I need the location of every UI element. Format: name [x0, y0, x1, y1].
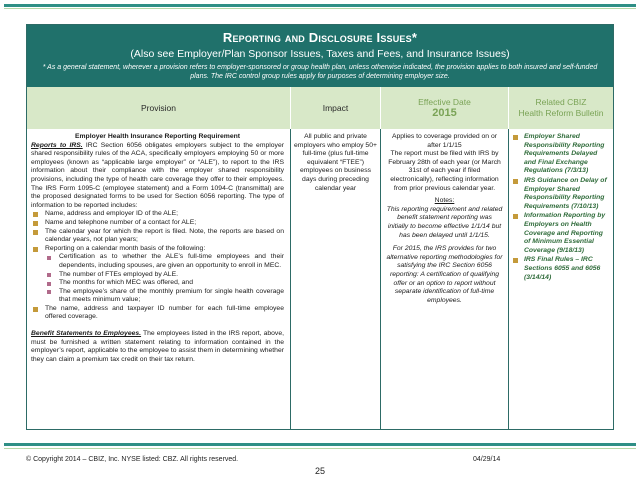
provision-cell	[27, 129, 290, 429]
page-subtitle: (Also see Employer/Plan Sponsor Issues, Taxes and Fees, and Insurance Issues)	[130, 48, 510, 60]
column-header-effective-date-year: 2015	[432, 107, 457, 119]
benefit-statements-text: The employees listed in the IRS report, above, must be furnished a written statement relating to information contained in the employer’s report, applicable to the employee to assist them in determining whether they can claim a premium tax credit on their tax return.	[31, 330, 284, 363]
bottom-rule-thick	[4, 443, 636, 446]
impact-text: All public and private employers who employ 50+ full-time (plus full-time equivalent “FTEE”) employees on business days during preceding calendar year	[294, 133, 377, 192]
column-header-impact: Impact	[290, 87, 380, 129]
effective-date-cell	[380, 129, 508, 429]
effective-date-applies: Applies to coverage provided on or after 1/1/15	[391, 133, 498, 149]
effective-date-filing: The report must be filed with IRS by February 28th of each year (or March 31st of each year if filed electronically), reflecting information from prior previous calendar year.	[388, 150, 501, 192]
page-number: 25	[314, 466, 325, 476]
impact-cell	[290, 129, 380, 429]
bulletin-link[interactable]: Employer Shared Responsibility Reporting Requirements Delayed and Final Exchange Regulations (7/3/13)	[512, 133, 610, 176]
list-item: The name, address and taxpayer ID number for each full-time employee offered coverage.	[31, 305, 284, 322]
top-rule-thin	[4, 8, 636, 9]
list-item: Reporting on a calendar month basis of the following:	[31, 245, 284, 254]
column-header-provision: Provision	[27, 87, 290, 129]
top-rule-thick	[4, 4, 636, 7]
column-header-effective-date-label: Effective Date	[418, 97, 471, 107]
benefit-statements-heading: Benefit Statements to Employees.	[31, 330, 142, 338]
provision-paragraph-statements	[31, 330, 284, 364]
bulletin-link[interactable]: IRS Guidance on Delay of Employer Shared Responsibility Reporting Requirements (7/10/13)	[512, 177, 610, 211]
bulletin-link[interactable]: Information Reporting by Employers on Health Coverage and Reporting of Minimum Essential Coverage (9/18/13)	[512, 212, 610, 255]
footer-copyright: © Copyright 2014 – CBIZ, Inc. NYSE listed: CBZ. All rights reserved.	[26, 456, 239, 463]
bulletin-link[interactable]: IRS Final Rules – IRC Sections 6055 and 6056 (3/14/14)	[512, 256, 610, 282]
provision-paragraph-reports	[31, 142, 284, 211]
page-title: Reporting and Disclosure Issues*	[222, 30, 418, 45]
notes-heading: Notes:	[434, 197, 455, 205]
reporting-items-list	[31, 210, 284, 253]
sub-list-item: The months for which MEC was offered, and	[31, 279, 284, 288]
reports-to-irs-heading: Reports to IRS.	[31, 141, 83, 149]
list-item: The calendar year for which the report is filed. Note, the reports are based on calendar years, not plan years;	[31, 228, 284, 245]
list-item: Name, address and employer ID of the ALE;	[31, 210, 284, 219]
related-bulletins-list	[512, 133, 610, 282]
sub-list-item: The number of FTEs employed by ALE.	[31, 271, 284, 280]
related-bulletins-cell	[508, 129, 613, 429]
provision-title: Employer Health Insurance Reporting Requirement	[74, 133, 241, 140]
column-header-related	[508, 87, 613, 129]
column-header-related-line1: Related CBIZ	[535, 97, 587, 107]
table-header	[27, 25, 613, 87]
header-note: * As a general statement, wherever a provision refers to employer-sponsored or group health plan, unless otherwise indicated, the provision applies to both insured and self-funded plans. The IRC control group rules apply for purposes of determining employer size.	[42, 64, 598, 80]
note-delay: This reporting requirement and related benefit statement reporting was initially to become effective 1/1/14 but has been delayed until 1/1/15.	[386, 205, 503, 239]
reports-to-irs-text: IRC Section 6056 obligates employers subject to the employer shared responsibility rules of the ACA, specifically employers employing 50 or more employees (known as “applicable large employer” or “ALE”), to report to the IRS information about their compliance with the employer shared responsibility provisions, including the type of health care coverage they offer to their employees. The IRS Form 1095-C (employee statement) and a Form 1094-C (transmittal) are the proposed designated forms to be used for Section 6056 reporting. The type of information to be reported includes:	[31, 141, 284, 209]
reporting-items-list-end	[31, 305, 284, 322]
monthly-items-list	[31, 253, 284, 305]
note-alternative-methods: For 2015, the IRS provides for two alternative reporting methodologies for satisfying the IRC Section 6056 reporting: A certification of qualifying offer or an option to report without separate identification of full-time employees.	[386, 245, 503, 304]
reporting-table	[26, 24, 614, 430]
column-header-effective-date	[380, 87, 508, 129]
sub-list-item: The employee’s share of the monthly premium for single health coverage that meets minimum value;	[31, 288, 284, 305]
sub-list-item: Certification as to whether the ALE’s full-time employees and their dependents, including spouses, are given an opportunity to enroll in MEC.	[31, 253, 284, 270]
footer-date: 04/29/14	[473, 456, 501, 463]
list-item: Name and telephone number of a contact for ALE;	[31, 219, 284, 228]
column-header-related-line2: Health Reform Bulletin	[518, 108, 604, 118]
bottom-rule-thin	[4, 448, 636, 449]
